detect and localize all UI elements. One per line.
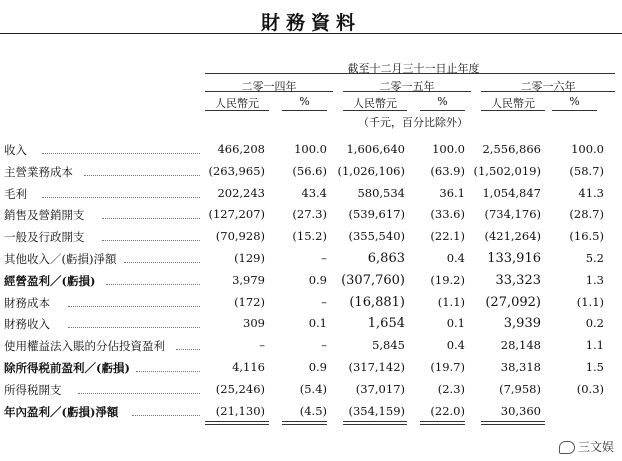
row-label: 所得税開支 bbox=[4, 382, 62, 397]
unit-rmb-2015: 人民幣元 bbox=[353, 97, 397, 110]
cell-value: (317,142) bbox=[348, 360, 405, 374]
cell-value: (355,540) bbox=[348, 229, 405, 244]
row-label: 銷售及營銷開支 bbox=[4, 208, 85, 223]
row-label: 毛利 bbox=[4, 186, 27, 201]
cell-value: 0.1 bbox=[308, 316, 327, 331]
cell-value: (539,617) bbox=[348, 207, 405, 222]
cell-value: 0.9 bbox=[308, 360, 327, 374]
cell-value: 466,208 bbox=[217, 142, 265, 156]
cell-value: (56.6) bbox=[292, 163, 327, 178]
cell-value: (172) bbox=[234, 294, 265, 309]
cell-value: 0.2 bbox=[585, 316, 604, 331]
cell-value: 0.4 bbox=[446, 338, 465, 353]
cell-value: 0.1 bbox=[446, 316, 465, 331]
cell-value: (0.3) bbox=[576, 381, 604, 396]
cell-value: (22.0) bbox=[430, 403, 465, 418]
cell-value: (58.7) bbox=[569, 163, 604, 178]
row-label: 一般及行政開支 bbox=[4, 230, 85, 245]
row-label: 財務成本 bbox=[4, 295, 50, 310]
cell-value: 1.3 bbox=[585, 272, 604, 287]
row-label: 除所得税前盈利／(虧損) bbox=[4, 361, 130, 375]
cell-value: 43.4 bbox=[301, 185, 327, 200]
leader-dots bbox=[42, 197, 200, 198]
cell-value: (15.2) bbox=[292, 229, 327, 244]
cell-value: 3,979 bbox=[232, 272, 265, 287]
row-label: 財務收入 bbox=[4, 317, 50, 332]
cell-value: (33.6) bbox=[430, 207, 465, 222]
cell-value: (354,159) bbox=[348, 403, 405, 418]
cell-value: (421,264) bbox=[484, 229, 541, 244]
row-label: 其他收入／(虧損)淨額 bbox=[4, 252, 117, 266]
cell-value: 38,318 bbox=[500, 360, 541, 374]
year-2014: 二零一四年 bbox=[241, 80, 297, 93]
cell-value: (27.3) bbox=[292, 207, 327, 222]
cell-value: (263,965) bbox=[208, 163, 265, 178]
cell-value: (4.5) bbox=[299, 403, 327, 418]
cell-value: – bbox=[321, 251, 327, 265]
cell-value: (27,092) bbox=[485, 294, 541, 310]
cell-value: (19.7) bbox=[430, 360, 465, 374]
total-double-rule bbox=[282, 424, 327, 425]
cell-value: (5.4) bbox=[299, 381, 327, 396]
total-double-rule bbox=[205, 424, 269, 425]
total-double-rule bbox=[205, 421, 269, 422]
total-double-rule bbox=[343, 424, 407, 425]
unit-rmb-2014: 人民幣元 bbox=[215, 97, 259, 110]
cell-value: 1,606,640 bbox=[346, 142, 405, 156]
cell-value: (127,207) bbox=[208, 207, 265, 222]
year-rule-2016 bbox=[481, 91, 615, 92]
cell-value: (22.1) bbox=[430, 229, 465, 244]
cell-value: (37,017) bbox=[355, 381, 405, 396]
cell-value: 1,654 bbox=[367, 316, 405, 332]
cell-value: 133,916 bbox=[487, 251, 541, 266]
cell-value: (19.2) bbox=[430, 272, 465, 287]
cell-value: (1.1) bbox=[576, 294, 604, 309]
total-double-rule bbox=[420, 424, 465, 425]
cell-value: – bbox=[321, 294, 327, 309]
unit-rule-2 bbox=[282, 110, 327, 111]
unit-rule-1 bbox=[205, 110, 269, 111]
cell-value: 4,116 bbox=[232, 360, 265, 374]
period-rule bbox=[205, 73, 615, 74]
unit-rule-6 bbox=[552, 110, 597, 111]
leader-dots bbox=[84, 175, 200, 176]
cell-value: 41.3 bbox=[578, 185, 604, 200]
year-rule-2015 bbox=[343, 91, 471, 92]
unit-rule-3 bbox=[343, 110, 407, 111]
cell-value: 33,323 bbox=[495, 272, 541, 288]
cell-value: (16,881) bbox=[349, 294, 405, 310]
cell-value: (2.3) bbox=[437, 381, 465, 396]
total-double-rule bbox=[481, 421, 545, 422]
cell-value: 580,534 bbox=[357, 185, 405, 200]
title-rule bbox=[0, 33, 622, 34]
cell-value: 100.0 bbox=[294, 142, 327, 156]
cell-value: (734,176) bbox=[484, 207, 541, 222]
cell-value: (1.1) bbox=[437, 294, 465, 309]
cell-value: (16.5) bbox=[569, 229, 604, 244]
cell-value: – bbox=[321, 338, 327, 353]
cell-value: 0.9 bbox=[308, 272, 327, 287]
cell-value: 202,243 bbox=[217, 185, 265, 200]
row-label: 經營盈利／(虧損) bbox=[4, 273, 96, 288]
cell-value: 100.0 bbox=[571, 142, 604, 156]
cell-value: 6,863 bbox=[367, 251, 405, 266]
cell-value: (7,958) bbox=[499, 381, 541, 396]
cell-value: 1,054,847 bbox=[482, 185, 541, 200]
cell-value: 3,939 bbox=[503, 316, 541, 332]
cell-value: 0.4 bbox=[446, 251, 465, 265]
cell-value: (307,760) bbox=[341, 272, 405, 288]
unit-rule-4 bbox=[420, 110, 465, 111]
cell-value: 36.1 bbox=[439, 185, 465, 200]
leader-dots bbox=[78, 393, 200, 394]
row-label: 使用權益法入賬的分佔投資盈利 bbox=[4, 339, 165, 354]
unit-rule-5 bbox=[481, 110, 545, 111]
cell-value: (25,246) bbox=[215, 381, 265, 396]
row-label: 年內盈利／(虧損)淨額 bbox=[4, 404, 119, 419]
total-double-rule bbox=[420, 421, 465, 422]
row-label: 收入 bbox=[4, 143, 27, 157]
cell-value: (63.9) bbox=[430, 163, 465, 178]
row-label: 主營業務成本 bbox=[4, 164, 73, 179]
total-double-rule bbox=[282, 421, 327, 422]
cell-value: (1,502,019) bbox=[473, 163, 541, 178]
cell-value: – bbox=[259, 338, 265, 353]
unit-pct-2015: % bbox=[437, 95, 448, 108]
year-2016: 二零一六年 bbox=[520, 80, 576, 93]
total-double-rule bbox=[481, 424, 545, 425]
cell-value: (70,928) bbox=[215, 229, 265, 244]
cell-value: 5.2 bbox=[585, 251, 604, 265]
unit-pct-2016: % bbox=[569, 95, 580, 108]
cell-value: 1.1 bbox=[585, 338, 604, 353]
unit-pct-2014: % bbox=[299, 95, 310, 108]
watermark: 三文娱 bbox=[559, 438, 614, 455]
unit-rmb-2016: 人民幣元 bbox=[491, 97, 535, 110]
thousands-note: （千元，百分比除外） bbox=[358, 116, 468, 129]
cell-value: 28,148 bbox=[500, 338, 541, 353]
cell-value: 30,360 bbox=[500, 403, 541, 418]
cell-value: (21,130) bbox=[215, 403, 265, 418]
cell-value: (28.7) bbox=[569, 207, 604, 222]
year-rule-2014 bbox=[205, 91, 333, 92]
cell-value: 1.5 bbox=[585, 360, 604, 374]
cell-value: 2,556,866 bbox=[482, 142, 541, 156]
leader-dots bbox=[68, 327, 200, 328]
leader-dots bbox=[68, 306, 200, 307]
total-double-rule bbox=[343, 421, 407, 422]
wechat-icon bbox=[559, 441, 575, 454]
cell-value: 5,845 bbox=[372, 338, 405, 353]
cell-value: 100.0 bbox=[432, 142, 465, 156]
cell-value: (1,026,106) bbox=[337, 163, 405, 178]
cell-value: 309 bbox=[243, 316, 265, 331]
year-2015: 二零一五年 bbox=[379, 80, 435, 93]
period-heading: 截至十二月三十一日止年度 bbox=[347, 62, 480, 75]
page-title: 財務資料 bbox=[260, 12, 361, 34]
cell-value: (129) bbox=[234, 251, 265, 265]
leader-dots bbox=[42, 153, 200, 154]
